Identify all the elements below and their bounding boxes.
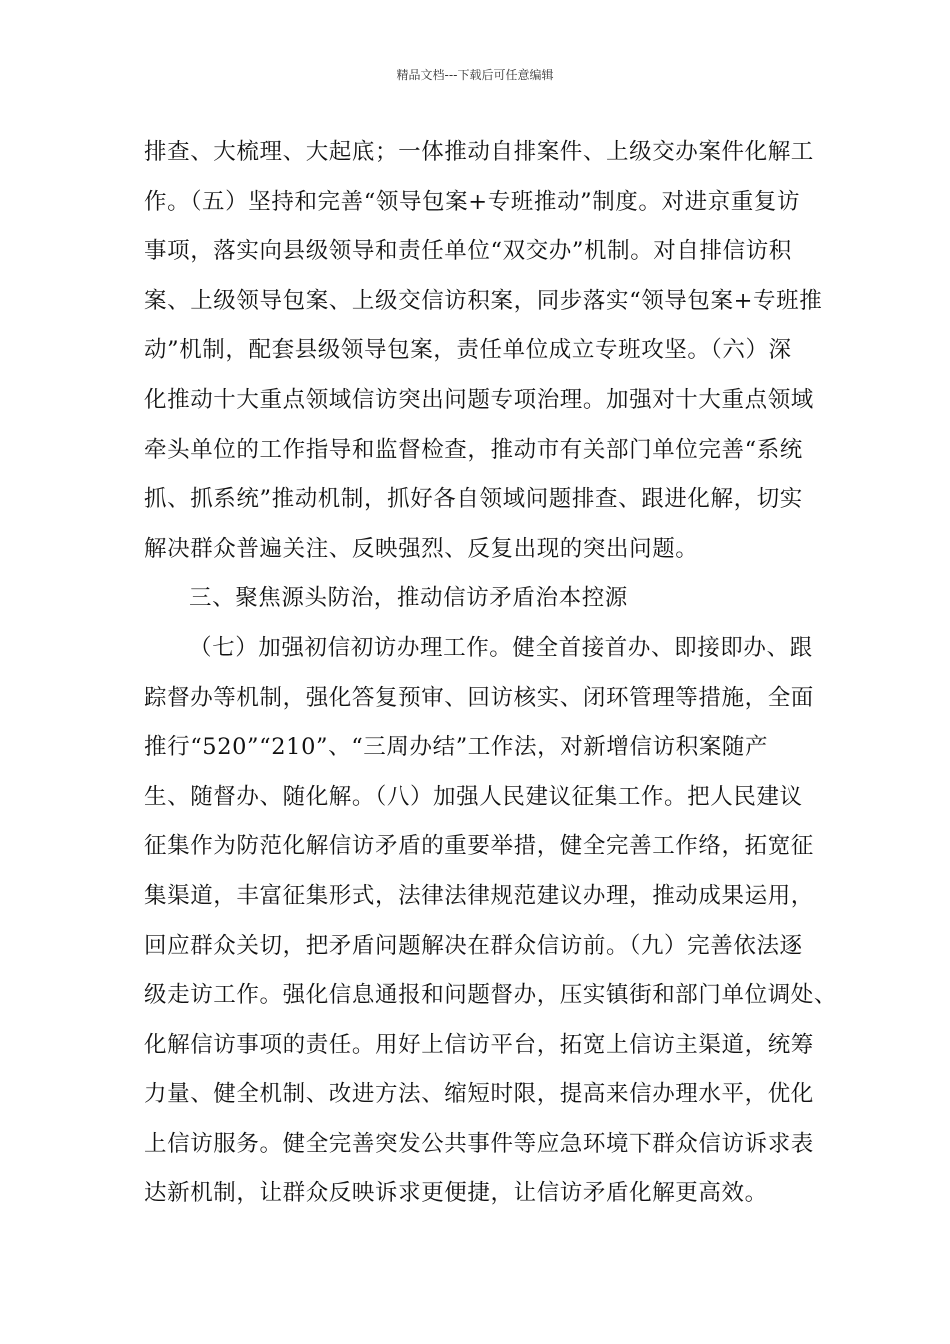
text-line: 牵头单位的工作指导和监督检查，推动市有关部门单位完善“系统 bbox=[144, 436, 803, 463]
text-line: 回应群众关切，把矛盾问题解决在群众信访前。（九）完善依法逐 bbox=[144, 932, 803, 959]
text-line: 上信访服务。健全完善突发公共事件等应急环境下群众信访诉求表 bbox=[144, 1130, 814, 1157]
text-line: 化推动十大重点领域信访突出问题专项治理。加强对十大重点领域 bbox=[144, 386, 814, 413]
text-line: 力量、健全机制、改进方法、缩短时限，提高来信办理水平，优化 bbox=[144, 1081, 814, 1108]
section-heading: 三、聚焦源头防治，推动信访矛盾治本控源 bbox=[189, 585, 628, 612]
paragraph-start-line: （七）加强初信初访办理工作。健全首接首办、即接即办、跟 bbox=[189, 634, 813, 661]
text-line: 达新机制，让群众反映诉求更便捷，让信访矛盾化解更高效。 bbox=[144, 1180, 768, 1207]
text-line: 踪督办等机制，强化答复预审、回访核实、闭环管理等措施，全面 bbox=[144, 684, 814, 711]
text-line: 征集作为防范化解信访矛盾的重要举措，健全完善工作络，拓宽征 bbox=[144, 833, 814, 860]
text-line: 作。（五）坚持和完善“领导包案+专班推动”制度。对进京重复访 bbox=[144, 188, 801, 215]
text-line: 解决群众普遍关注、反映强烈、反复出现的突出问题。 bbox=[144, 535, 699, 562]
text-line: 抓、抓系统”推动机制，抓好各自领域问题排查、跟进化解，切实 bbox=[144, 486, 803, 513]
text-line: 案、上级领导包案、上级交信访积案，同步落实“领导包案+专班推 bbox=[144, 287, 823, 314]
text-line: 级走访工作。强化信息通报和问题督办，压实镇街和部门单位调处、 bbox=[144, 982, 838, 1009]
text-line: 排查、大梳理、大起底；一体推动自排案件、上级交办案件化解工 bbox=[144, 139, 814, 165]
text-line: 推行“520”“210”、“三周办结”工作法，对新增信访积案随产 bbox=[144, 734, 769, 761]
text-line: 生、随督办、随化解。（八）加强人民建议征集工作。把人民建议 bbox=[144, 783, 803, 810]
text-line: 集渠道，丰富征集形式，法律法律规范建议办理，推动成果运用， bbox=[144, 882, 814, 909]
text-line: 动”机制，配套县级领导包案，责任单位成立专班攻坚。（六）深 bbox=[144, 337, 792, 364]
page-header: 精品文档---下载后可任意编辑 bbox=[396, 68, 554, 82]
text-line: 事项，落实向县级领导和责任单位“双交办”机制。对自排信访积 bbox=[144, 238, 792, 265]
text-line: 化解信访事项的责任。用好上信访平台，拓宽上信访主渠道，统筹 bbox=[144, 1031, 814, 1058]
document-body bbox=[144, 128, 838, 1219]
